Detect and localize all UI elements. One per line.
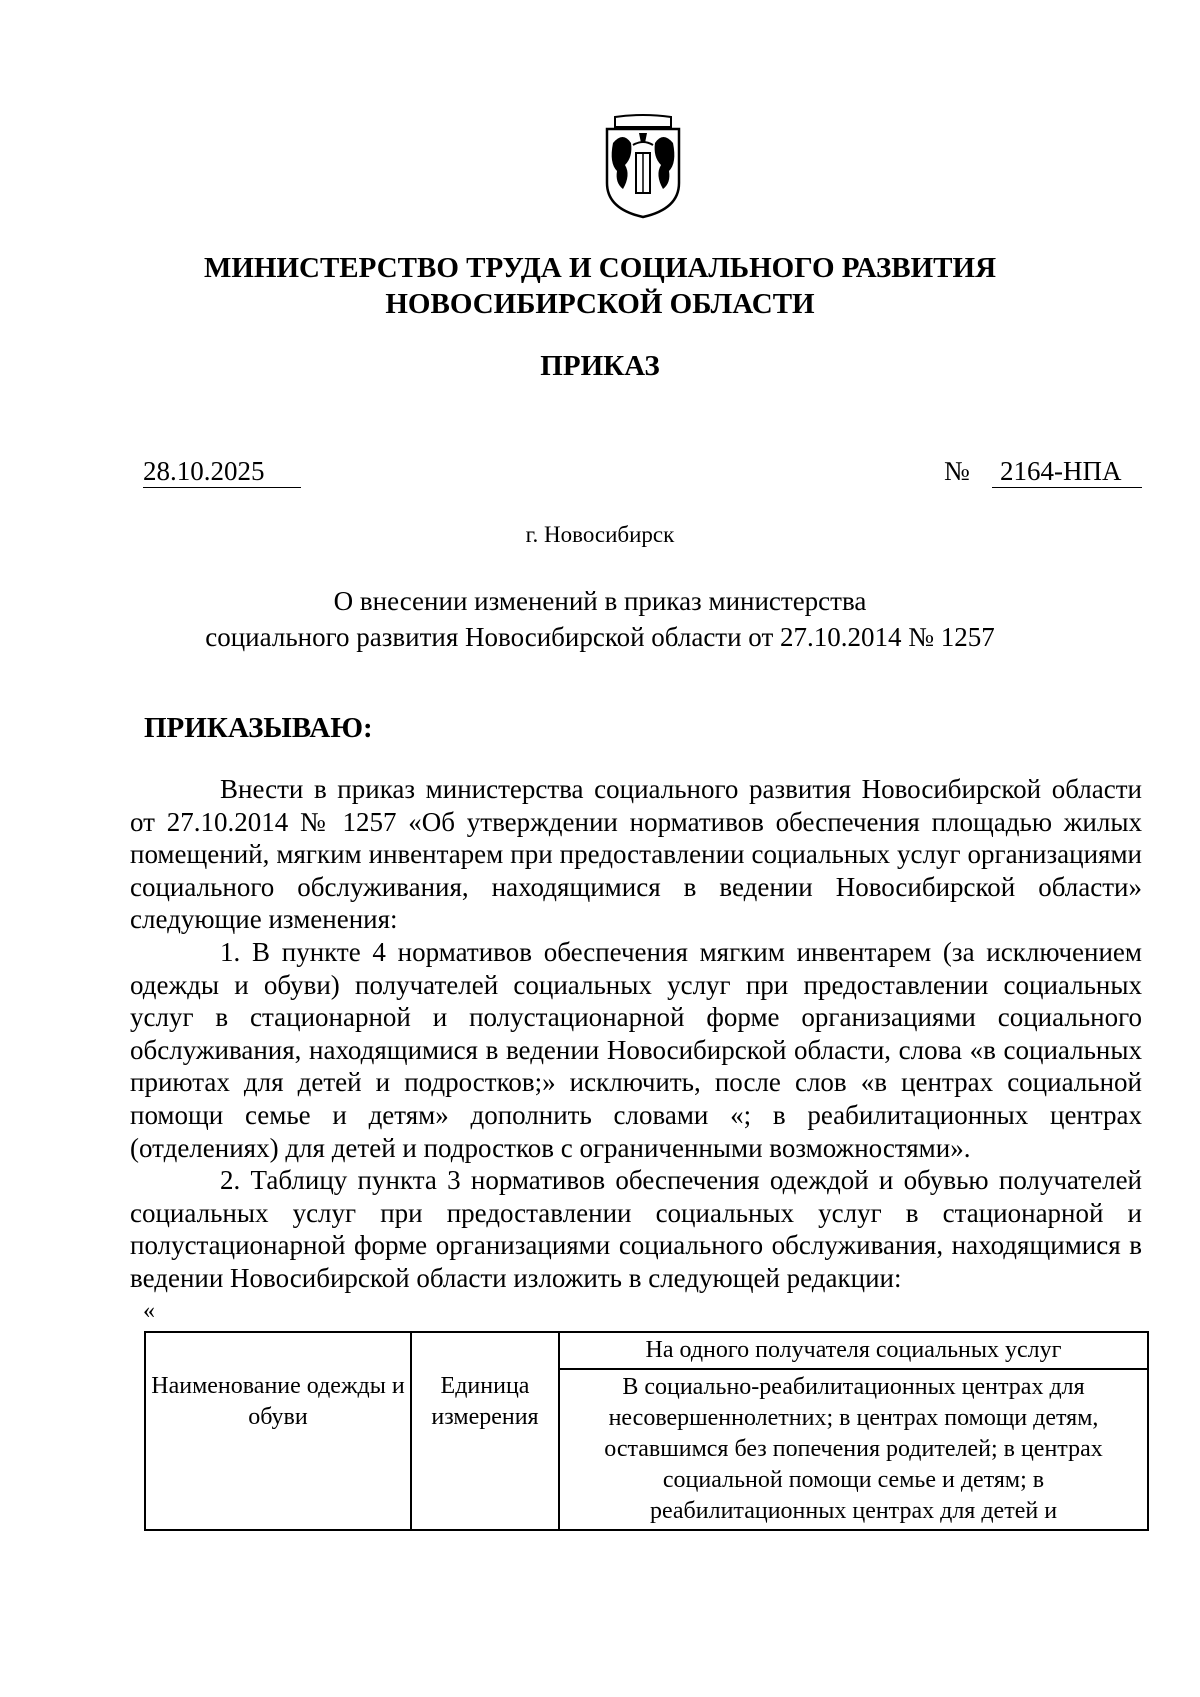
number-sign: № (944, 456, 970, 486)
number-underline (992, 487, 1142, 488)
col-header-unit: Единица измерения (411, 1332, 559, 1530)
subject-line-1: О внесении изменений в приказ министерства (333, 586, 867, 616)
col-header-name: Наименование одежды и обуви (145, 1332, 411, 1530)
doc-type: ПРИКАЗ (540, 350, 660, 382)
date-underline (143, 487, 301, 488)
ministry-line-1: МИНИСТЕРСТВО ТРУДА И СОЦИАЛЬНОГО РАЗВИТИЯ (203, 252, 997, 284)
order-subject (0, 583, 1200, 655)
order-date: 28.10.2025 (143, 456, 265, 486)
order-number: 2164-НПА (1000, 456, 1122, 486)
item-2-paragraph: 2. Таблицу пункта 3 нормативов обеспечения одеждой и обувью получателей социальных услуг при предоставлении социальных услуг в стационарной и полустационарной форме организациями социального обслуживания, находящимися в ведении Новосибирской области изложить в следующей редакции: (130, 1165, 1142, 1293)
quote-open: « (143, 1298, 155, 1324)
ministry-name (0, 250, 1200, 322)
command-heading: ПРИКАЗЫВАЮ: (144, 712, 373, 744)
order-body (130, 773, 1142, 1295)
norms-table (144, 1331, 1149, 1531)
city: г. Новосибирск (525, 522, 675, 547)
group-header: На одного получателя социальных услуг (559, 1332, 1148, 1369)
subject-line-2: социального развития Новосибирской области от 27.10.2014 № 1257 (205, 622, 995, 652)
item-1-paragraph: 1. В пункте 4 нормативов обеспечения мягким инвентарем (за исключением одежды и обуви) получателей социальных услуг при предоставлении социальных услуг в стационарной и полустационарной форме организациями социального обслуживания, находящимися в ведении Новосибирской области, слова «в социальных приютах для детей и подростков;» исключить, после слов «в центрах социальной помощи семье и детям» дополнить словами «; в реабилитационных центрах (отделениях) для детей и подростков с ограниченными возможностями». (130, 936, 1142, 1163)
table-header-row (145, 1332, 1148, 1369)
intro-paragraph: Внести в приказ министерства социального развития Новосибирской области от 27.10.2014 № 1257 «Об утверждении нормативов обеспечения площадью жилых помещений, мягким инвентарем при предоставлении социальных услуг организациями социального обслуживания, находящимися в ведении Новосибирской области» следующие изменения: (130, 774, 1142, 935)
ministry-line-2: НОВОСИБИРСКОЙ ОБЛАСТИ (385, 288, 815, 320)
sub-header: В социально-реабилитационных центрах для несовершеннолетних; в центрах помощи детям, оставшимся без попечения родителей; в центрах социальной помощи семье и детям; в реабилитационных центрах для детей и (559, 1369, 1148, 1530)
coat-of-arms-icon (603, 113, 683, 219)
